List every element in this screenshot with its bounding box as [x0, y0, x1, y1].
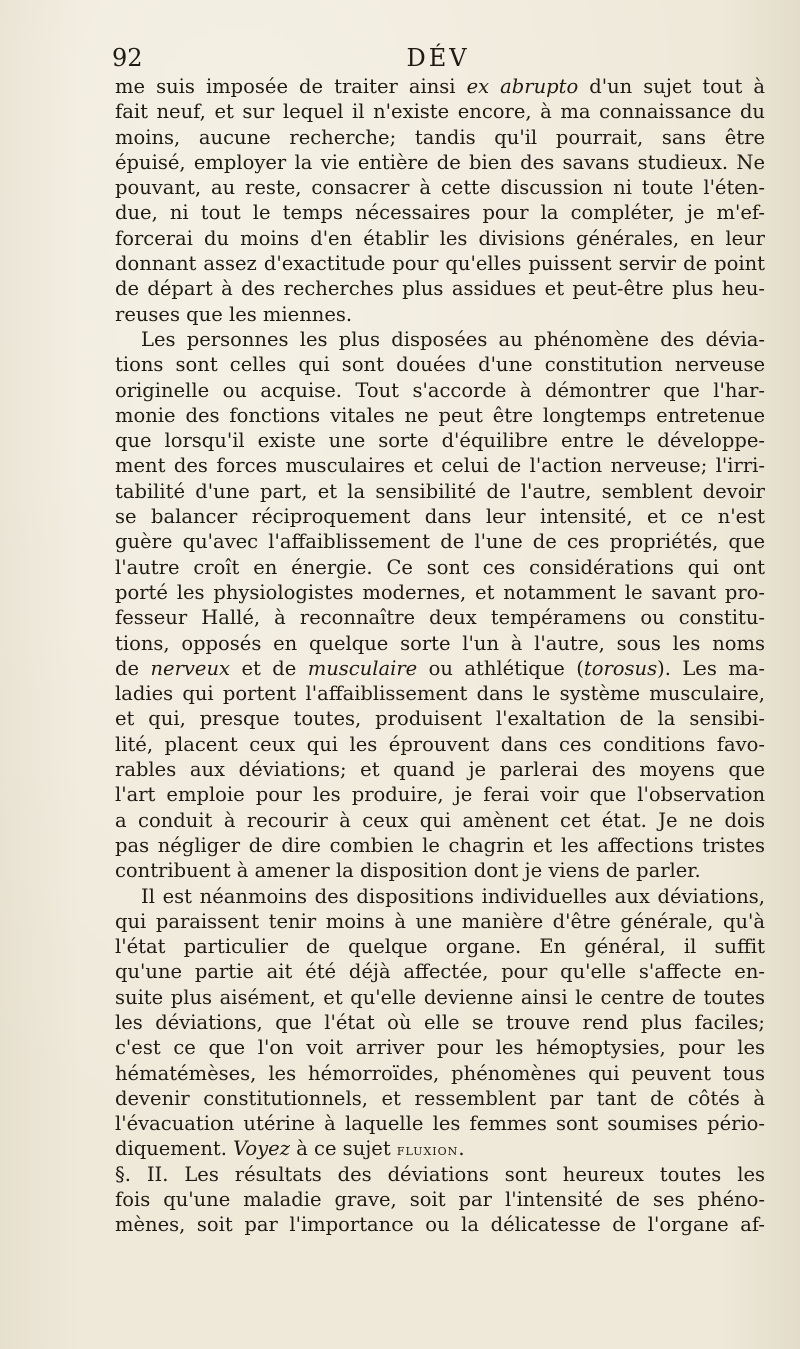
- text-line: [115, 757, 765, 782]
- text-line: [115, 580, 765, 605]
- text-line: [115, 403, 765, 428]
- text-run: a conduit à recourir à ceux qui amènent cet état. Je ne dois: [115, 808, 765, 832]
- body-text: [115, 74, 765, 1238]
- text-line: [115, 1136, 765, 1161]
- text-run: donnant assez d'exactitude pour qu'elles puissent servir de point: [115, 252, 765, 276]
- text-run: contribuent à amener la disposition dont je viens de parler.: [115, 859, 701, 883]
- text-run: hématémèses, les hémorroïdes, phénomènes qui peuvent tous: [115, 1061, 765, 1085]
- text-line: [115, 681, 765, 706]
- text-line: [115, 1061, 765, 1086]
- text-run: qui paraissent tenir moins à une manière d'être générale, qu'à: [115, 909, 765, 933]
- text-line: [115, 352, 765, 377]
- text-run: ladies qui portent l'affaiblissement dans le système musculaire,: [115, 682, 765, 706]
- text-line: [115, 1212, 765, 1237]
- text-run: l'autre croît en énergie. Ce sont ces considérations qui ont: [115, 555, 765, 579]
- text-line: [115, 1086, 765, 1111]
- text-line: [115, 327, 765, 352]
- text-run: tions sont celles qui sont douées d'une constitution nerveuse: [115, 353, 765, 377]
- text-run: pouvant, au reste, consacrer à cette discussion ni toute l'éten-: [115, 176, 765, 200]
- text-line: [115, 1111, 765, 1136]
- text-line: [115, 200, 765, 225]
- text-run: que lorsqu'il existe une sorte d'équilibre entre le développe-: [115, 429, 765, 453]
- text-run: originelle ou acquise. Tout s'accorde à démontrer que l'har-: [115, 378, 765, 402]
- italic-text: musculaire: [307, 656, 418, 680]
- text-line: [115, 555, 765, 580]
- italic-text: ex abrupto: [466, 75, 579, 98]
- text-run: de départ à des recherches plus assidues et peut-être plus heu-: [115, 277, 765, 301]
- italic-text: Voyez: [233, 1137, 290, 1161]
- text-run: l'art emploie pour les produire, je ferai voir que l'observation: [115, 783, 765, 807]
- text-run: mènes, soit par l'importance ou la délicatesse de l'organe af-: [115, 1213, 765, 1237]
- text-line: [115, 302, 765, 327]
- text-run: épuisé, employer la vie entière de bien des savans studieux. Ne: [115, 150, 765, 174]
- text-run: porté les physiologistes modernes, et notamment le savant pro-: [115, 580, 765, 604]
- text-run: se balancer réciproquement dans leur intensité, et ce n'est: [115, 505, 765, 529]
- text-line: [115, 504, 765, 529]
- text-run: lité, placent ceux qui les éprouvent dans ces conditions favo-: [115, 732, 765, 756]
- text-line: [115, 706, 765, 731]
- text-line: [115, 99, 765, 124]
- text-line: [115, 605, 765, 630]
- text-line: [115, 378, 765, 403]
- text-run: guère qu'avec l'affaiblissement de l'une de ces propriétés, que: [115, 530, 765, 554]
- text-line: [115, 74, 765, 99]
- running-head: DÉV: [406, 44, 470, 72]
- text-run: et qui, presque toutes, produisent l'exaltation de la sensibi-: [115, 707, 765, 731]
- text-run: à ce sujet: [290, 1137, 397, 1161]
- text-line: [115, 858, 765, 883]
- cross-reference: fluxion: [396, 1140, 459, 1160]
- text-run: tions, opposés en quelque sorte l'un à l'autre, sous les noms: [115, 631, 765, 655]
- italic-text: torosus: [583, 656, 658, 680]
- text-line: [115, 125, 765, 150]
- text-run: qu'une partie ait été déjà affectée, pour qu'elle s'affecte en-: [115, 960, 765, 984]
- text-run: forcerai du moins d'en établir les divisions générales, en leur: [115, 226, 765, 250]
- text-run: devenir constitutionnels, et ressemblent par tant de côtés à: [115, 1086, 765, 1110]
- text-run: due, ni tout le temps nécessaires pour la compléter, je m'ef-: [115, 201, 765, 225]
- text-run: les déviations, que l'état où elle se trouve rend plus faciles;: [115, 1010, 765, 1034]
- text-run: moins, aucune recherche; tandis qu'il pourrait, sans être: [115, 125, 765, 149]
- text-run: fesseur Hallé, à reconnaître deux tempéramens ou constitu-: [115, 606, 765, 630]
- text-line: [115, 175, 765, 200]
- page-header: [112, 44, 764, 78]
- text-run: c'est ce que l'on voit arriver pour les hémoptysies, pour les: [115, 1036, 765, 1060]
- text-run: de: [115, 656, 151, 680]
- text-line: [115, 884, 765, 909]
- text-line: [115, 1187, 765, 1212]
- text-run: pas négliger de dire combien le chagrin et les affections tristes: [115, 833, 765, 857]
- text-line: [115, 453, 765, 478]
- text-run: tabilité d'une part, et la sensibilité de l'autre, semblent devoir: [115, 479, 765, 503]
- text-line: [115, 808, 765, 833]
- text-run: diquement.: [115, 1137, 234, 1161]
- text-line: [115, 732, 765, 757]
- text-line: [115, 909, 765, 934]
- text-line: [115, 428, 765, 453]
- text-run: ). Les ma-: [657, 656, 765, 680]
- text-run: Il est néanmoins des dispositions individuelles aux déviations,: [141, 884, 765, 908]
- text-line: [115, 251, 765, 276]
- text-line: [115, 150, 765, 175]
- text-run: fait neuf, et sur lequel il n'existe encore, à ma connaissance du: [115, 100, 765, 124]
- italic-text: nerveux: [150, 656, 231, 680]
- text-line: [115, 529, 765, 554]
- text-line: [115, 631, 765, 656]
- text-run: rables aux déviations; et quand je parlerai des moyens que: [115, 758, 765, 782]
- text-run: ou athlétique (: [417, 656, 584, 680]
- text-run: reuses que les miennes.: [115, 302, 353, 326]
- text-run: et de: [230, 656, 308, 680]
- text-line: [115, 1035, 765, 1060]
- text-line: [115, 226, 765, 251]
- text-line: [115, 479, 765, 504]
- text-line: [115, 276, 765, 301]
- page-number: 92: [112, 44, 143, 72]
- text-run: .: [458, 1137, 465, 1161]
- text-line: [115, 959, 765, 984]
- text-line: [115, 833, 765, 858]
- text-run: d'un sujet tout à: [578, 75, 765, 98]
- text-run: l'état particulier de quelque organe. En général, il suffit: [115, 935, 765, 959]
- text-run: ment des forces musculaires et celui de l'action nerveuse; l'irri-: [115, 454, 765, 478]
- text-line: [115, 985, 765, 1010]
- text-run: fois qu'une maladie grave, soit par l'intensité de ses phéno-: [115, 1188, 765, 1212]
- text-line: [115, 656, 765, 681]
- text-line: [115, 1162, 765, 1187]
- text-line: [115, 782, 765, 807]
- text-run: monie des fonctions vitales ne peut être longtemps entretenue: [115, 403, 765, 427]
- text-line: [115, 1010, 765, 1035]
- text-run: suite plus aisément, et qu'elle devienne ainsi le centre de toutes: [115, 985, 765, 1009]
- text-run: §. II. Les résultats des déviations sont heureux toutes les: [115, 1162, 765, 1186]
- text-run: me suis imposée de traiter ainsi: [115, 75, 467, 98]
- text-line: [115, 934, 765, 959]
- text-run: Les personnes les plus disposées au phénomène des dévia-: [141, 327, 765, 351]
- text-run: l'évacuation utérine à laquelle les femmes sont soumises pério-: [115, 1112, 765, 1136]
